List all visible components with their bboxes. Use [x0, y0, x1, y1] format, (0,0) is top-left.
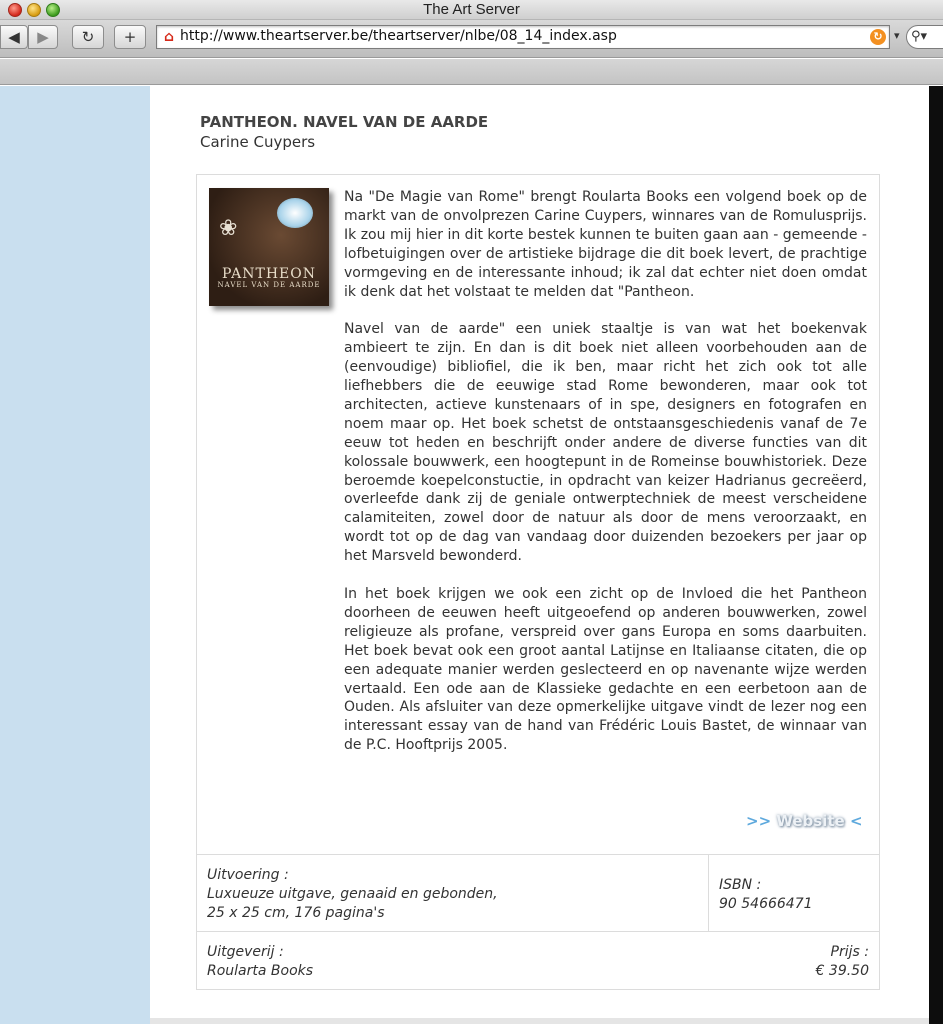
cover-ornament-icon: ❀ — [219, 216, 238, 241]
prijs-label: Prijs : — [830, 944, 869, 960]
site-favicon-icon: ⌂ — [163, 29, 175, 45]
bookmarks-bar — [0, 59, 943, 85]
cover-title: PANTHEON — [222, 266, 316, 282]
website-arrow-right-icon: < — [849, 812, 863, 830]
book-author: Carine Cuypers — [200, 133, 316, 151]
website-arrow-left-icon: >> — [746, 812, 772, 830]
uitvoering-label: Uitvoering : — [207, 867, 289, 883]
cover-subtitle: NAVEL VAN DE AARDE — [217, 281, 321, 289]
right-dark-band — [929, 86, 943, 1024]
details-column-divider — [708, 854, 709, 931]
uitgeverij-label: Uitgeverij : — [207, 944, 284, 960]
prijs-value: € 39.50 — [815, 963, 869, 979]
cover-oculus — [277, 198, 313, 228]
add-bookmark-icon: + — [123, 28, 137, 46]
url-dropdown-chevron-icon[interactable]: ▾ — [894, 29, 900, 42]
left-sidebar-band — [0, 86, 150, 1024]
details-divider — [196, 931, 880, 932]
uitgeverij-value: Roularta Books — [207, 963, 314, 979]
window-title: The Art Server — [423, 1, 520, 18]
url-text: http://www.theartserver.be/theartserver/nlbe/08_14_index.asp — [180, 28, 617, 44]
isbn-label: ISBN : — [719, 877, 762, 893]
reload-icon: ↻ — [81, 28, 95, 46]
browser-toolbar — [0, 20, 943, 58]
website-link-label: Website — [776, 812, 845, 830]
review-paragraph: Na "De Magie van Rome" brengt Roularta Books een volgend boek op de markt van de onvolprezen Carine Cuypers, winnares van de Romulusprijs. Ik zou mij hier in dit korte bestek kunnen te buiten gaan aan - gemeende - lofbetuigingen over de artistieke bijdrage die dit boek levert, de prachtige vormgeving en de interessante inhoud; ik zal dat echter niet doen omdat ik denk dat het volstaat te melden dat "Pantheon. — [344, 189, 867, 300]
address-bar[interactable] — [156, 25, 890, 49]
review-paragraph: Navel van de aarde" een uniek staaltje is van wat het boekenvak ambieert te zijn. En dan is dit boek niet alleen voorbehouden aan de (eenvoudige) bibliofiel, die ik ben, maar richt het zich ook tot alle liefhebbers die de eeuwige stad Rome bewonderen, maar ook tot architecten, actieve kunstenaars of in spe, designers en fotografen en noem maar op. Het boek schetst de ontstaansgeschiedenis vanaf de 7e eeuw tot heden en beschrijft onder andere de diverse functies van dit kolossale bouwwerk, een hoogtepunt in de Romeinse bouwhistoriek. Deze beroemde koepelconstuctie, in opdracht van keizer Hadrianus gecreëerd, overleefde dank zij de geniale ontwerptechniek de meest verscheidene calamiteiten, zowel door de natuur als door de mens veroorzaakt, en wordt tot op de dag van vandaag door duizenden bezoekers per jaar op het Marsveld bewonderd. — [344, 321, 867, 565]
add-bookmark-button[interactable] — [114, 25, 146, 49]
search-icon: ⚲▾ — [911, 29, 928, 44]
review-text — [344, 188, 867, 774]
window-titlebar — [0, 0, 943, 20]
back-button[interactable] — [0, 25, 28, 49]
isbn-value: 90 54666471 — [719, 896, 813, 912]
uitvoering-line2: 25 x 25 cm, 176 pagina's — [207, 905, 385, 921]
reload-button[interactable] — [72, 25, 104, 49]
details-divider — [196, 854, 880, 855]
forward-button[interactable] — [28, 25, 58, 49]
rss-feed-icon[interactable]: ↻ — [870, 29, 886, 45]
website-link-button[interactable] — [746, 812, 862, 834]
bottom-strip — [150, 1018, 929, 1024]
back-arrow-icon: ◀ — [8, 28, 20, 46]
uitvoering-line1: Luxueuze uitgave, genaaid en gebonden, — [207, 886, 498, 902]
search-field[interactable] — [906, 25, 943, 49]
book-cover-image — [209, 188, 329, 306]
book-title: PANTHEON. NAVEL VAN DE AARDE — [200, 113, 489, 131]
review-paragraph: In het boek krijgen we ook een zicht op de Invloed die het Pantheon doorheen de eeuwen heeft uitgeoefend op anderen bouwwerken, zowel religieuze als profane, verspreid over gans Europa en soms daarbuiten. Het boek bevat ook een groot aantal Latijnse en Italiaanse citaten, die op een adequate manier werden geslecteerd en op navenante wijze werden vertaald. Een ode aan de Klassieke gedachte en een eerbetoon aan de Ouden. Als afsluiter van deze opmerkelijke uitgave vindt de lezer nog een interessant essay van de hand van Frédéric Louis Bastet, de winnaar van de P.C. Hooftprijs 2005. — [344, 586, 867, 754]
forward-arrow-icon: ▶ — [37, 28, 49, 46]
